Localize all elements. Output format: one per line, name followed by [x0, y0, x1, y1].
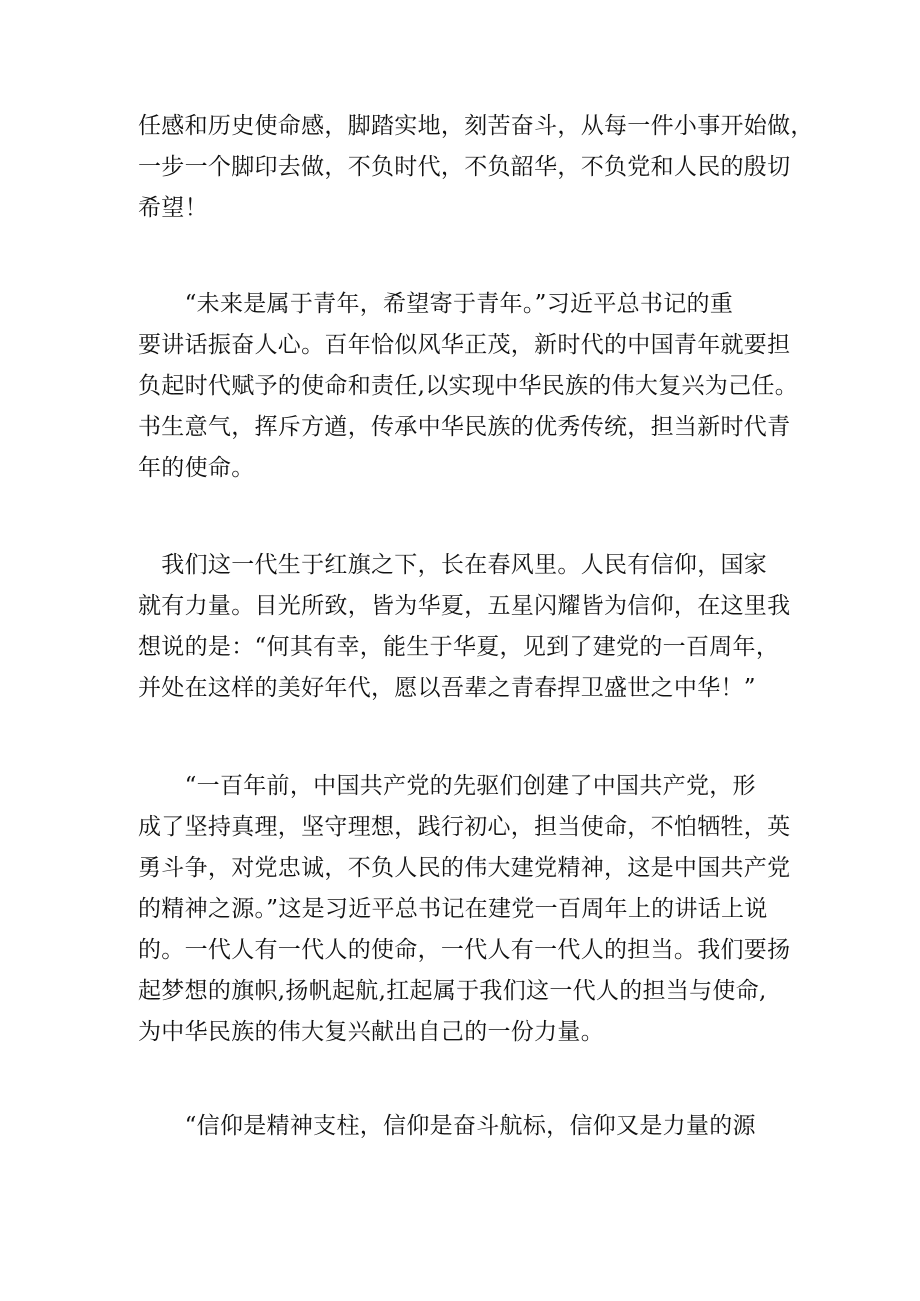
text-line: 希望！	[138, 195, 208, 221]
paragraph-2	[138, 284, 818, 489]
text-line: “信仰是精神支柱，信仰是奋斗航标，信仰又是力量的源	[138, 1113, 756, 1139]
text-line: 的。一代人有一代人的使命，一代人有一代人的担当。我们要扬	[138, 937, 791, 963]
text-line: 成了坚持真理，坚守理想，践行初心，担当使命，不怕牺牲，英	[138, 814, 791, 840]
text-line: 负起时代赋予的使命和责任,以实现中华民族的伟大复兴为己任。	[138, 373, 799, 399]
text-line: 的精神之源。”这是习近平总书记在建党一百周年上的讲话上说	[138, 896, 768, 922]
paragraph-1	[138, 106, 818, 229]
paragraph-3	[138, 545, 818, 709]
text-line: 就有力量。目光所致，皆为华夏，五星闪耀皆为信仰，在这里我	[138, 593, 791, 619]
text-line: “未来是属于青年，希望寄于青年。”习近平总书记的重	[138, 291, 734, 317]
text-line: 要讲话振奋人心。百年恰似风华正茂，新时代的中国青年就要担	[138, 332, 791, 358]
text-line: 想说的是：“何其有幸，能生于华夏，见到了建党的一百周年，	[138, 634, 780, 660]
text-line: 年的使命。	[138, 455, 255, 481]
paragraph-4	[138, 766, 818, 1053]
text-line: 并处在这样的美好年代，愿以吾辈之青春捍卫盛世之中华！”	[138, 675, 756, 701]
text-line: 勇斗争，对党忠诚，不负人民的伟大建党精神，这是中国共产党	[138, 855, 791, 881]
text-line: 起梦想的旗帜,扬帆起航,扛起属于我们这一代人的担当与使命,	[138, 978, 767, 1004]
paragraph-5	[138, 1106, 818, 1147]
text-line: 书生意气，挥斥方遒，传承中华民族的优秀传统，担当新时代青	[138, 414, 791, 440]
text-line: “一百年前，中国共产党的先驱们创建了中国共产党，形	[138, 773, 756, 799]
text-line: 我们这一代生于红旗之下，长在春风里。人民有信仰，国家	[138, 552, 768, 578]
text-line: 任感和历史使命感，脚踏实地，刻苦奋斗，从每一件小事开始做，	[138, 113, 814, 139]
text-line: 一步一个脚印去做，不负时代，不负韶华，不负党和人民的殷切	[138, 154, 791, 180]
text-line: 为中华民族的伟大复兴献出自己的一份力量。	[138, 1019, 604, 1045]
